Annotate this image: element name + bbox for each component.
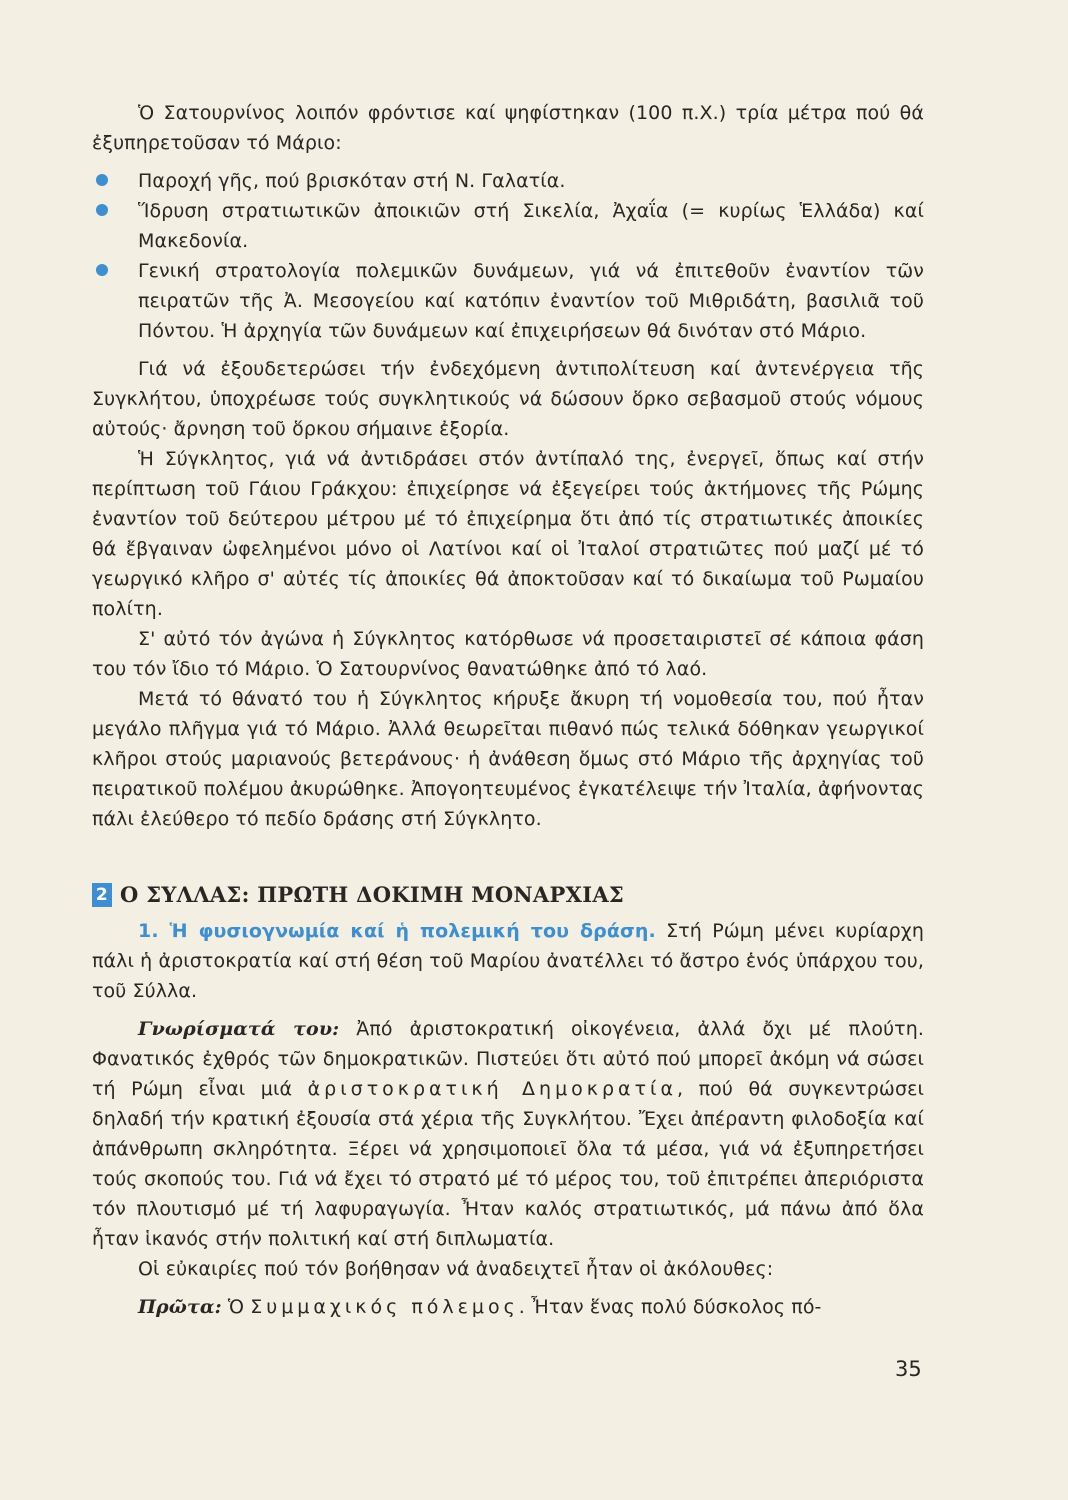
traits-text: , πού θά συγκεντρώσει δηλαδή τήν κρατική ἐξουσία στά χέρια τῆς Συγκλήτου. Ἔχει ἀπέραντη φιλοδοξία καί ἀπάνθρωπη σκληρότητα. Ξέρει νά χρησιμοποιεῖ ὅλα τά μέσα, γιά νά ἐξυπηρετήσει τούς σκοπούς του. Γιά νά ἔχει τό στρατό μέ τό μέρος του, τοῦ ἐπιτρέπει ἀπεριόριστα τόν πλουτισμό μέ τή λαφυραγωγία. Ἦταν καλός στρατιωτικός, μά πάνω ἀπό ὅλα ἦταν ἱκανός στήν πολιτική καί στή διπλωματία.: [92, 1078, 924, 1250]
bullet-item: [92, 166, 924, 196]
bullet-item: [92, 196, 924, 256]
paragraph: Γιά νά ἐξουδετερώσει τήν ἐνδεχόμενη ἀντιπολίτευση καί ἀντενέργεια τῆς Συγκλήτου, ὑποχρέωσε τούς συγκλητικούς νά δώσουν ὅρκο σεβασμοῦ στούς νόμους αὐτούς· ἄρνηση τοῦ ὅρκου σήμαινε ἐξορία.: [92, 358, 924, 440]
bullet-icon: [96, 204, 108, 216]
paragraph: Οἱ εὐκαιρίες πού τόν βοήθησαν νά ἀναδειχτεῖ ἦταν οἱ ἀκόλουθες:: [138, 1258, 774, 1280]
bullet-text: Γενική στρατολογία πολεμικῶν δυνάμεων, γιά νά ἐπιτεθοῦν ἐναντίον τῶν πειρατῶν τῆς Ἀ. Μεσογείου καί κατόπιν ἐναντίον τοῦ Μιθριδάτη, βασιλιᾶ τοῦ Πόντου. Ἡ ἀρχηγία τῶν δυνάμεων καί ἐπιχειρήσεων θά δινόταν στό Μάριο.: [138, 260, 924, 342]
paragraph: Μετά τό θάνατό του ἡ Σύγκλητος κήρυξε ἄκυρη τή νομοθεσία του, πού ἦταν μεγάλο πλῆγμα γιά τό Μάριο. Ἀλλά θεωρεῖται πιθανό πώς τελικά δόθηκαν γεωργικοί κλῆροι στούς μαριανούς βετεράνους· ἡ ἀνάθεση ὅμως στό Μάριο τῆς ἀρχηγίας τοῦ πειρατικοῦ πολέμου ἀκυρώθηκε. Ἀπογοητευμένος ἐγκατέλειψε τήν Ἰταλία, ἀφήνοντας πάλι ἐλεύθερο τό πεδίο δράσης στή Σύγκλητο.: [92, 688, 924, 830]
first-label: Πρῶτα:: [138, 1296, 222, 1318]
bullet-text: Παροχή γῆς, πού βρισκόταν στή Ν. Γαλατία.: [138, 170, 566, 192]
subsection-heading: 1. Ἡ φυσιογνωμία καί ἡ πολεμική του δράση.: [138, 920, 656, 942]
bullet-icon: [96, 174, 108, 186]
first-text: Ὁ: [221, 1296, 251, 1318]
traits-label: Γνωρίσματά του:: [138, 1018, 340, 1040]
emphasis-text: ἀριστοκρατική Δημοκρατία: [307, 1078, 677, 1100]
page-number: 35: [895, 1357, 922, 1381]
emphasis-text: Συμμαχικός πόλεμος: [250, 1296, 519, 1318]
bullet-icon: [96, 264, 108, 276]
section-title: Ο ΣΥΛΛΑΣ: ΠΡΩΤΗ ΔΟΚΙΜΗ ΜΟΝΑΡΧΙΑΣ: [120, 882, 625, 907]
paragraph: [92, 916, 924, 1006]
paragraph: Ἡ Σύγκλητος, γιά νά ἀντιδράσει στόν ἀντίπαλό της, ἐνεργεῖ, ὅπως καί στήν περίπτωση τοῦ Γάιου Γράκχου: ἐπιχείρησε νά ἐξεγείρει τούς ἀκτήμονες τῆς Ρώμης ἐναντίον τοῦ δεύτερου μέτρου μέ τό ἐπιχείρημα ὅτι ἀπό τίς στρατιωτικές ἀποικίες θά ἔβγαιναν ὠφελημένοι μόνο οἱ Λατίνοι καί οἱ Ἰταλοί στρατιῶτες πού μαζί μέ τό γεωργικό κλῆρο σ' αὐτές τίς ἀποικίες θά ἀποκτοῦσαν καί τό δικαίωμα τοῦ Ρωμαίου πολίτη.: [92, 448, 924, 620]
paragraph: Σ' αὐτό τόν ἀγώνα ἡ Σύγκλητος κατόρθωσε νά προσεταιριστεῖ σέ κάποια φάση του τόν ἴδιο τό Μάριο. Ὁ Σατουρνίνος θανατώθηκε ἀπό τό λαό.: [92, 628, 924, 680]
bullet-text: Ἵδρυση στρατιωτικῶν ἀποικιῶν στή Σικελία, Ἀχαΐα (= κυρίως Ἑλλάδα) καί Μακεδονία.: [138, 200, 924, 252]
paragraph: [92, 1014, 924, 1254]
bullet-item: [92, 256, 924, 346]
paragraph: Ὁ Σατουρνίνος λοιπόν φρόντισε καί ψηφίστηκαν (100 π.Χ.) τρία μέτρα πού θά ἐξυπηρετοῦσαν τό Μάριο:: [92, 102, 924, 154]
first-text: . Ἦταν ἕνας πολύ δύσκολος πό-: [518, 1296, 822, 1318]
traits-text: Ἀπό ἀριστοκρατική οἰκογένεια, ἀλλά ὄχι μέ πλούτη. Φανατικός ἐχθρός τῶν δημοκρατικῶν. Πιστεύει ὅτι αὐτό πού μπορεῖ ἀκόμη νά σώσει τή Ρώμη εἶναι μιά: [92, 1018, 924, 1100]
section-number-badge: 2: [92, 883, 112, 907]
section-heading: [92, 880, 924, 910]
paragraph: [92, 1292, 924, 1322]
page-body: [92, 98, 924, 1322]
subsection-text: Στή Ρώμη μένει κυρίαρχη πάλι ἡ ἀριστοκρατία καί στή θέση τοῦ Μαρίου ἀνατέλλει τό ἄστρο ἑνός ὑπάρχου του, τοῦ Σύλλα.: [92, 920, 924, 1002]
